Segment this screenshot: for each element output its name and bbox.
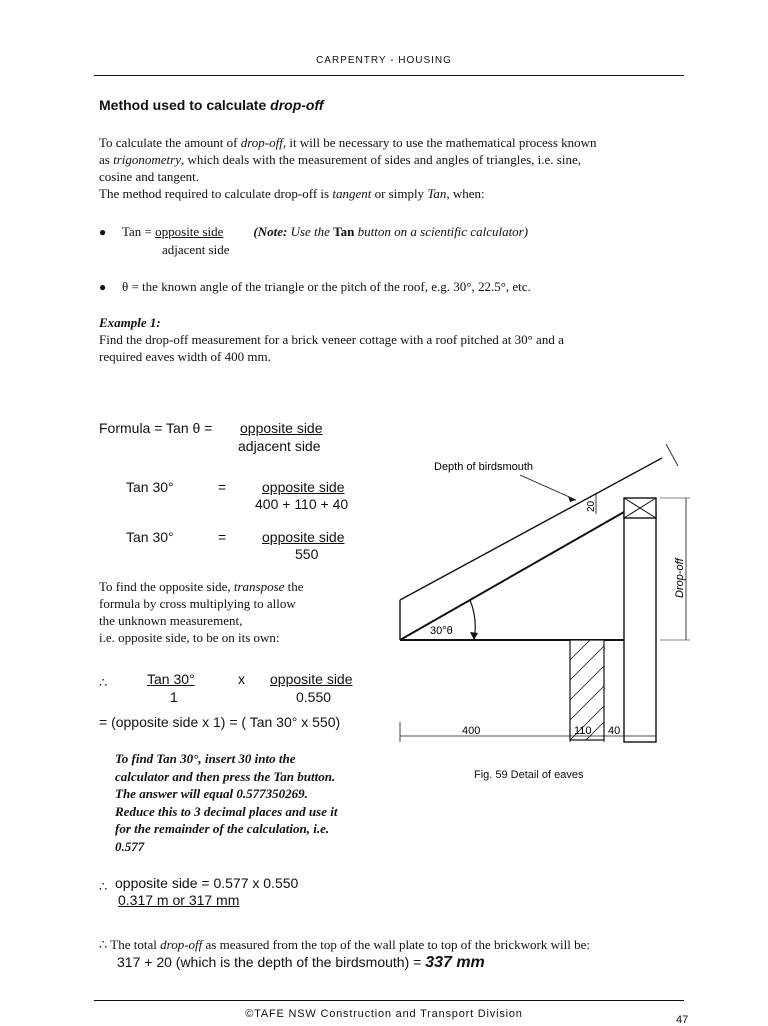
dropoff-label: Drop-off [674,558,686,598]
intro-line-4 [99,185,699,202]
dim-40-label: 40 [608,725,621,737]
intro-line-1 [99,134,699,151]
total-line-1 [99,936,699,953]
transpose-term: transpose [233,579,285,594]
opposite-side-numerator: opposite side [262,479,345,495]
page-header: CARPENTRY - HOUSING [316,55,452,66]
answer-line-2: 0.317 m or 317 mm [118,892,240,908]
formula-numerator: opposite side [240,420,323,436]
intro-text: or simply [371,186,428,201]
transpose-line-4: i.e. opposite side, to be on its own: [99,630,280,645]
note-text: button on a scientific calculator) [354,224,529,239]
wall-frame [624,512,656,742]
total-term: drop-off [160,937,203,952]
calculator-note [115,750,395,855]
calc-note-line: The answer will equal 0.577350269. [115,786,308,801]
formula-lhs: Formula = Tan θ = [99,420,213,436]
bullet-icon: ● [99,280,107,294]
section-heading [99,97,324,113]
tan-denominator: adjacent side [162,242,230,257]
transpose-line-1 [99,578,379,595]
total-value: 337 mm [425,954,485,971]
cross-result: = (opposite side x 1) = ( Tan 30° x 550) [99,714,341,730]
transpose-line-3: the unknown measurement, [99,613,243,628]
intro-line-3: cosine and tangent. [99,169,199,184]
cross-right-denominator: 0.550 [296,689,332,705]
bullet-icon: ● [99,225,107,239]
birdsmouth-leader [520,475,576,500]
equals-sign: = [218,529,227,545]
answer-line-1: opposite side = 0.577 x 0.550 [115,875,299,891]
intro-paragraph [99,134,699,202]
calc-note-line: 0.577 [115,838,145,854]
formula-denominator: adjacent side [238,438,321,454]
total-text: The total [107,937,161,952]
example-line-1: Find the drop-off measurement for a brick veneer cottage with a roof pitched at 30° and a [99,332,564,347]
opposite-side-numerator: opposite side [262,529,345,545]
total-text: 317 + 20 (which is the depth of the birdsmouth) = [117,954,426,970]
times-sign: x [238,671,245,687]
therefore-symbol: ∴ [99,675,108,690]
note-tan: Tan [333,224,355,239]
tan-lhs: Tan = [122,224,156,239]
dim-20-label: 20 [586,500,597,512]
birdsmouth-label: Depth of birdsmouth [434,461,534,473]
rafter-top-edge [400,458,662,600]
intro-text: , it will be necessary to use the mathematical process known [282,135,597,150]
header-rule [94,75,684,76]
intro-term: Tan [427,186,447,201]
intro-text: , when: [446,186,485,201]
sum-denominator: 400 + 110 + 40 [255,496,349,512]
total-line-2 [117,954,485,972]
transpose-text: the [284,579,304,594]
tan-numerator: opposite side [155,224,224,239]
heading-term: drop-off [270,97,324,113]
transpose-text: To find the opposite side, [99,579,234,594]
intro-text: as [99,152,114,167]
intro-text: The method required to calculate drop-off is [99,186,333,201]
note-label: (Note: [253,224,288,239]
intro-term: drop-off [240,135,283,150]
intro-line-2 [99,151,699,168]
bullet-tan [122,223,682,240]
transpose-line-2: formula by cross multiplying to allow [99,596,296,611]
total-text: as measured from the top of the wall plate to top of the brickwork will be: [202,937,590,952]
transpose-paragraph [99,578,379,646]
dim-110-label: 110 [574,725,592,737]
intro-term: trigonometry [113,152,181,167]
intro-term: tangent [332,186,372,201]
calc-note-line: Reduce this to 3 decimal places and use it [115,803,338,819]
figure-caption: Fig. 59 Detail of eaves [474,769,584,781]
example-line-2: required eaves width of 400 mm. [99,349,271,364]
cross-right-numerator: opposite side [270,671,353,687]
footer-rule [94,1000,684,1001]
bullet-theta: θ = the known angle of the triangle or the pitch of the roof, e.g. 30°, 22.5°, etc. [122,279,531,294]
tan30-label: Tan 30° [126,529,174,545]
equals-sign: = [218,479,227,495]
page-footer: ©TAFE NSW Construction and Transport Division [245,1008,523,1020]
rafter-underside [400,512,624,640]
heading-prefix: Method used to calculate [99,97,271,113]
example-title: Example 1: [99,315,161,330]
intro-text: To calculate the amount of [99,135,241,150]
calc-note-line: To find Tan 30°, insert 30 into the [115,751,296,766]
birdsmouth-arrowhead [568,496,576,502]
dim-400-label: 400 [462,725,481,737]
therefore-symbol: ∴ [99,879,108,894]
page-number: 47 [676,1014,689,1026]
intro-text: , which deals with the measurement of sides and angles of triangles, i.e. sine, [180,152,581,167]
cross-left-denominator: 1 [170,689,178,705]
angle-label: 30°θ [430,625,453,637]
slope-dim-tick [666,444,678,466]
tan30-label: Tan 30° [126,479,174,495]
calc-note-line: calculator and then press the Tan button. [115,768,336,784]
denominator-550: 550 [295,546,319,562]
angle-arrowhead [470,632,478,640]
cross-left-numerator: Tan 30° [147,671,195,687]
note-text: Use the [287,224,334,239]
calc-note-line: for the remainder of the calculation, i.e. [115,821,330,836]
therefore-symbol: ∴ [99,937,108,952]
eaves-diagram [390,430,690,760]
